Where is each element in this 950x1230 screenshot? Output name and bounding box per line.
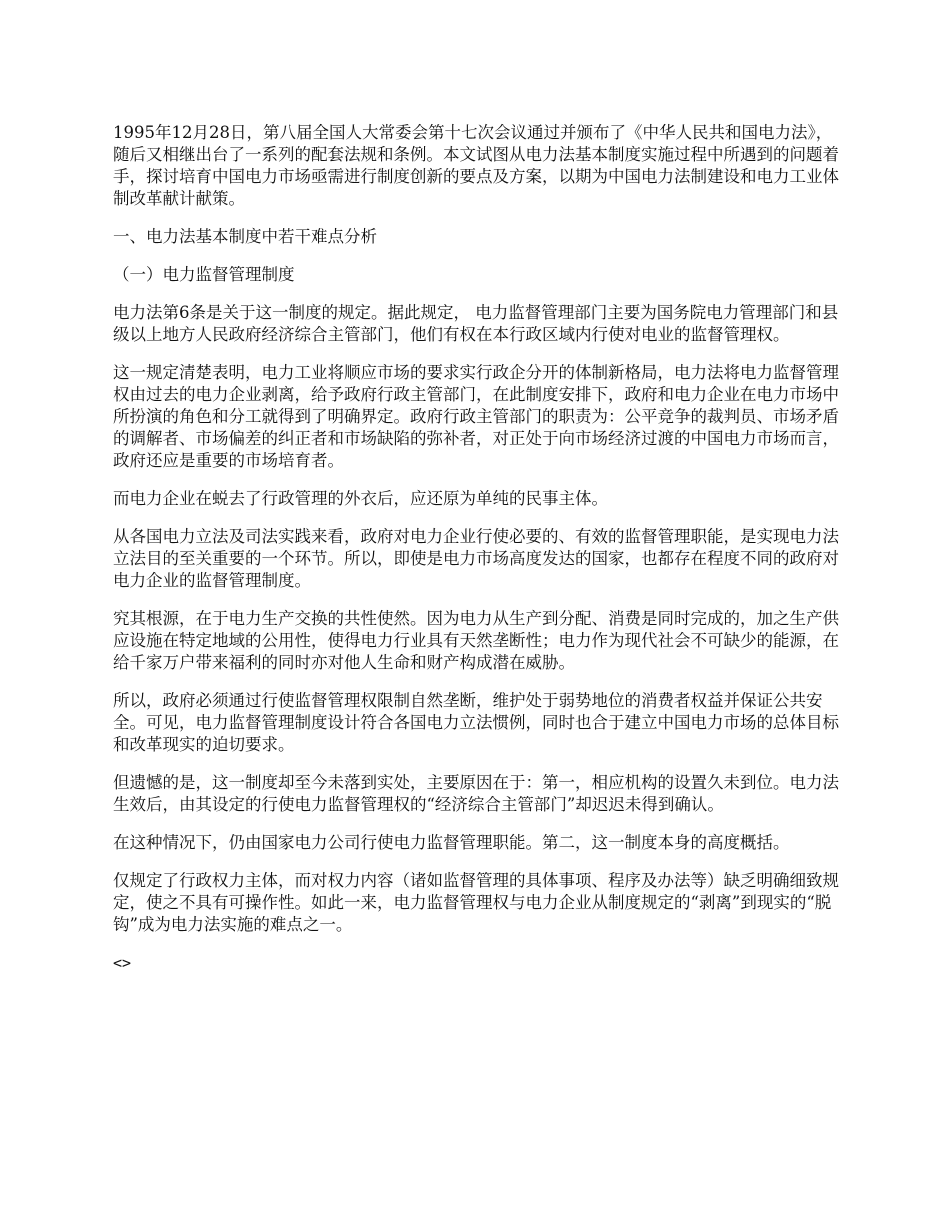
section-heading: 一、电力法基本制度中若干难点分析	[113, 227, 377, 246]
trailing-marker: <>	[113, 954, 132, 972]
body-paragraph: 这一规定清楚表明，电力工业将顺应市场的要求实行政企分开的体制新格局，电力法将电力监督管理权由过去的电力企业剥离，给予政府行政主管部门，在此制度安排下，政府和电力企业在电力市场中所扮演的角色和分工就得到了明确界定。政府行政主管部门的职责为：公平竞争的裁判员、市场矛盾的调解者、市场偏差的纠正者和市场缺陷的弥补者，对正处于向市场经济过渡的中国电力市场而言，政府还应是重要的市场培育者。	[113, 363, 839, 470]
body-paragraph: 仅规定了行政权力主体，而对权力内容（诸如监督管理的具体事项、程序及办法等）缺乏明确细致规定，使之不具有可操作性。如此一来，电力监督管理权与电力企业从制度规定的“剥离”到现实的“脱钩”成为电力法实施的难点之一。	[113, 871, 839, 934]
body-paragraph: 而电力企业在蜕去了行政管理的外衣后，应还原为单纯的民事主体。	[113, 489, 608, 508]
body-paragraph: 究其根源，在于电力生产交换的共性使然。因为电力从生产到分配、消费是同时完成的，加之生产供应设施在特定地域的公用性，使得电力行业具有天然垄断性；电力作为现代社会不可缺少的能源，在给千家万户带来福利的同时亦对他人生命和财产构成潜在威胁。	[113, 609, 839, 672]
document-page	[113, 122, 840, 990]
body-paragraph: 在这种情况下，仍由国家电力公司行使电力监督管理职能。第二，这一制度本身的高度概括。	[113, 833, 790, 852]
intro-paragraph: 1995年12月28日，第八届全国人大常委会第十七次会议通过并颁布了《中华人民共和国电力法》，随后又相继出台了一系列的配套法规和条例。本文试图从电力法基本制度实施过程中所遇到的问题着手，探讨培育中国电力市场亟需进行制度创新的要点及方案，以期为中国电力法制建设和电力工业体制改革献计献策。	[113, 123, 839, 208]
body-paragraph: 从各国电力立法及司法实践来看，政府对电力企业行使必要的、有效的监督管理职能，是实现电力法立法目的至关重要的一个环节。所以，即使是电力市场高度发达的国家，也都存在程度不同的政府对电力企业的监督管理制度。	[113, 527, 839, 590]
body-paragraph: 但遗憾的是，这一制度却至今未落到实处，主要原因在于：第一，相应机构的设置久未到位。电力法生效后，由其设定的行使电力监督管理权的“经济综合主管部门”却迟迟未得到确认。	[113, 773, 839, 814]
body-paragraph: 电力法第6条是关于这一制度的规定。据此规定， 电力监督管理部门主要为国务院电力管理部门和县级以上地方人民政府经济综合主管部门，他们有权在本行政区域内行使对电业的监督管理权。	[113, 303, 839, 344]
body-paragraph: 所以，政府必须通过行使监督管理权限制自然垄断，维护处于弱势地位的消费者权益并保证公共安全。可见，电力监督管理制度设计符合各国电力立法惯例，同时也合于建立中国电力市场的总体目标和改革现实的迫切要求。	[113, 691, 839, 754]
subsection-heading: （一）电力监督管理制度	[113, 265, 295, 284]
